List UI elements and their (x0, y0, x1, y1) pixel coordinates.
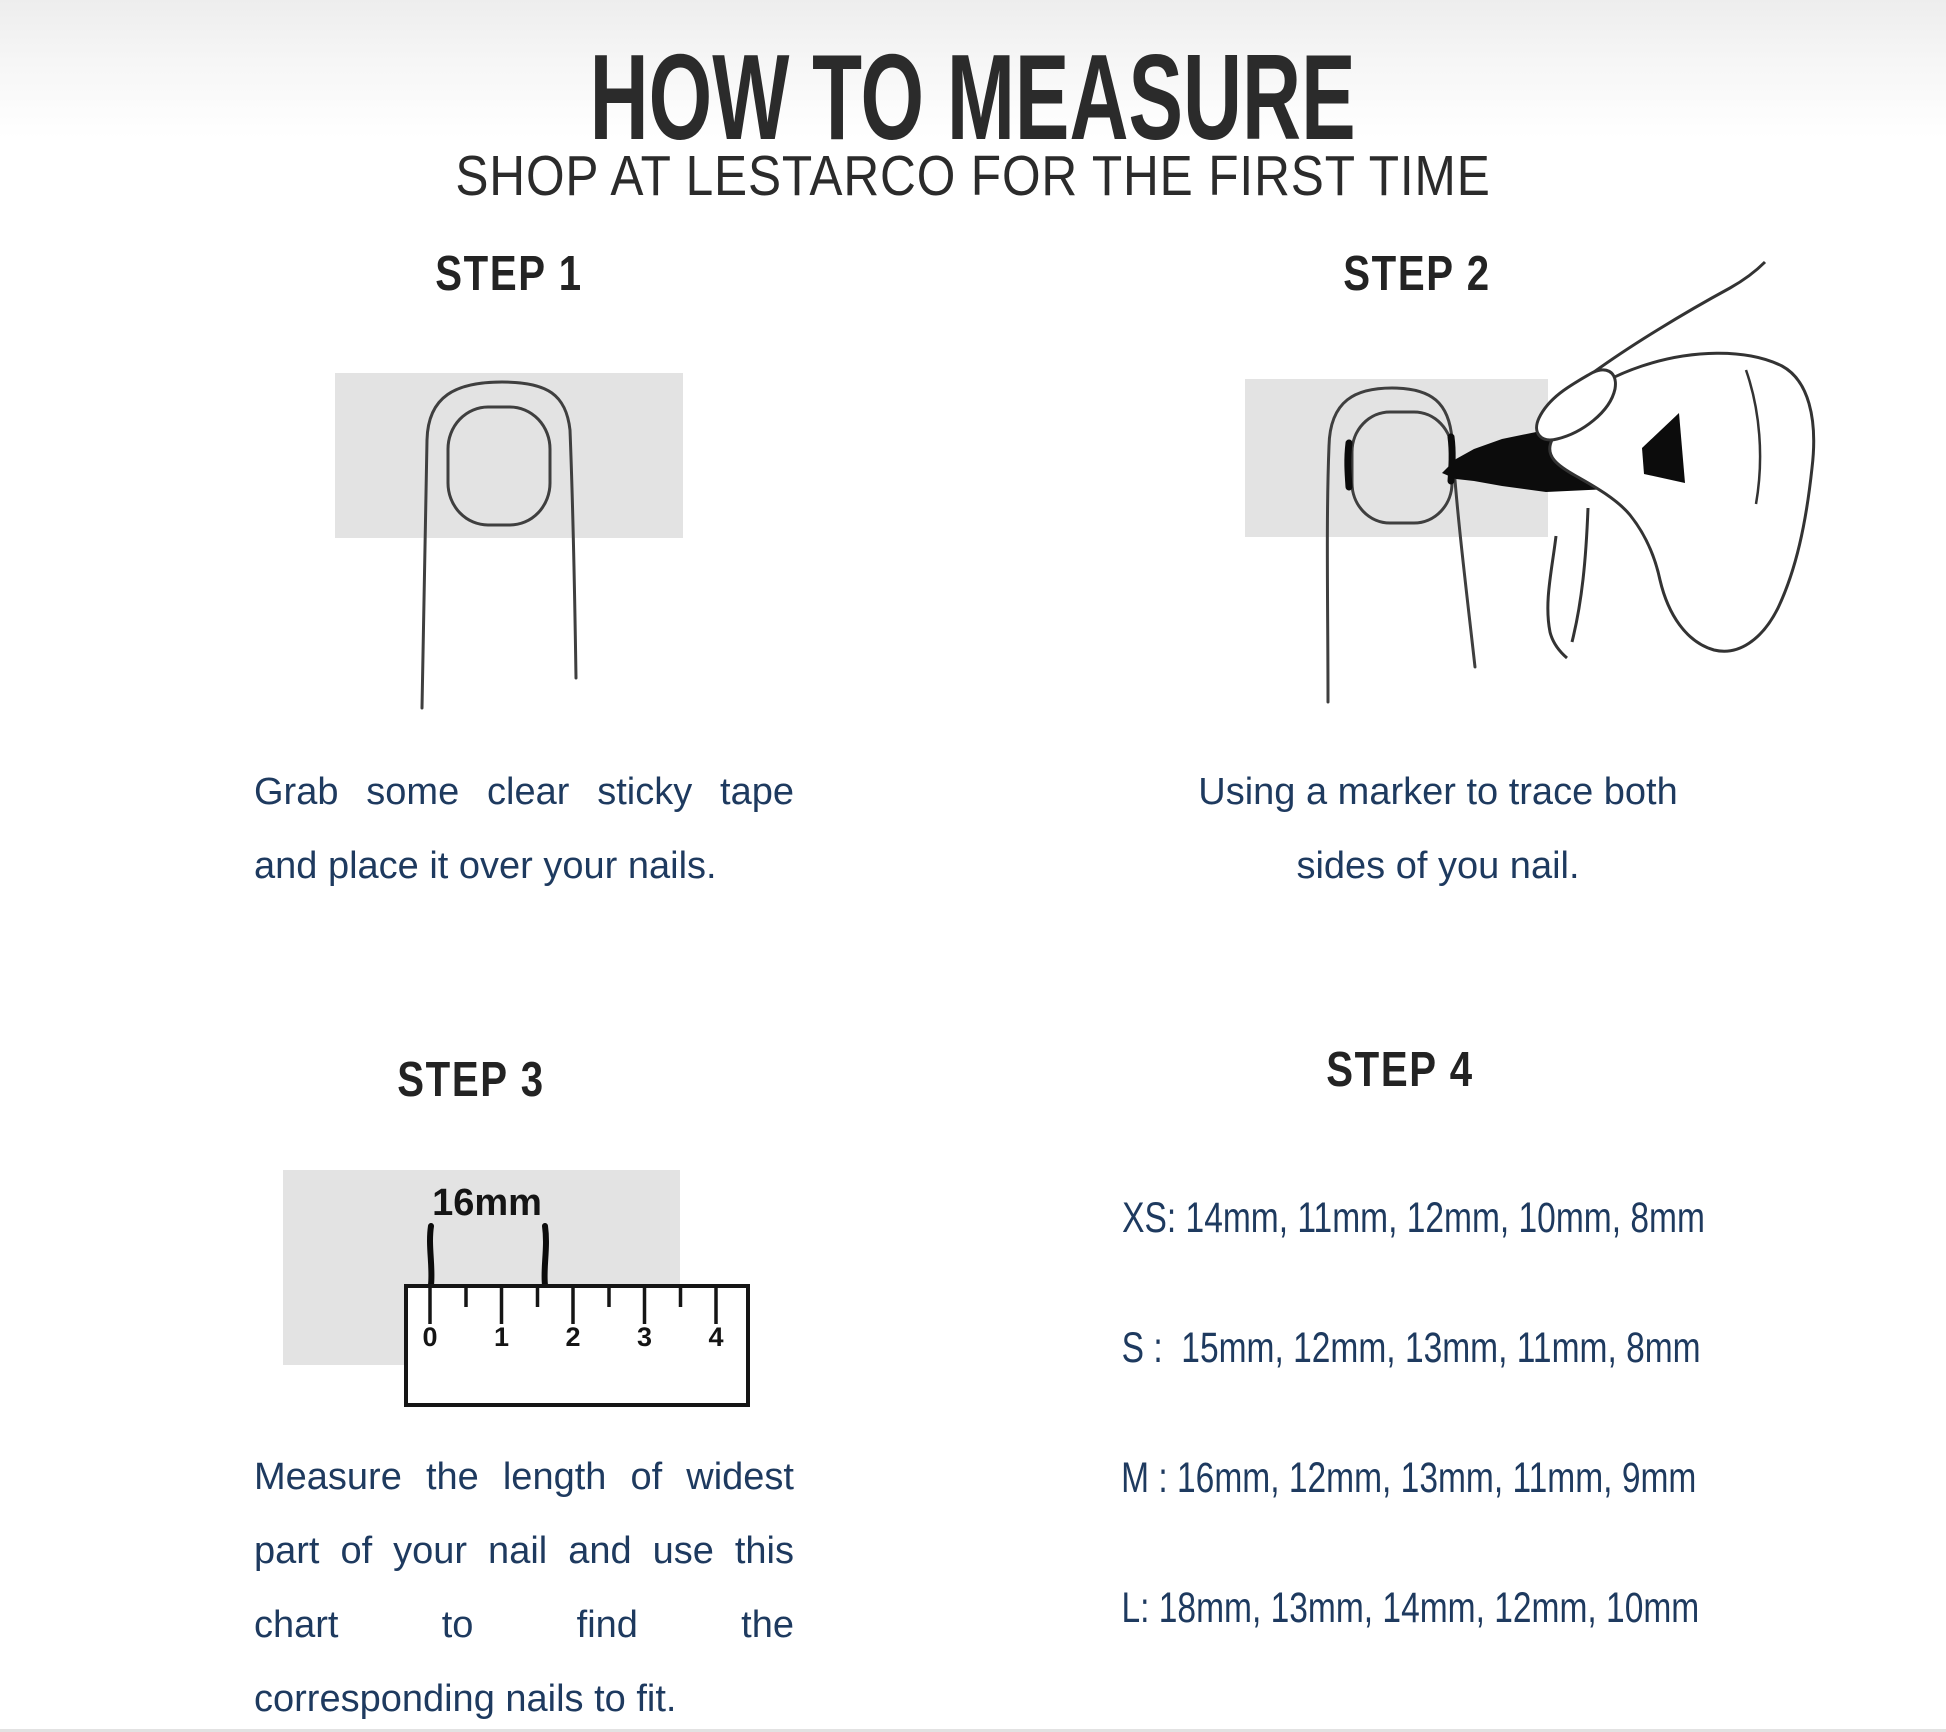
step4-heading (1150, 1043, 1650, 1097)
size-row-l (1040, 1582, 1740, 1712)
step3-caption (254, 1440, 794, 1732)
step4-heading-label: STEP 4 (1326, 1043, 1474, 1097)
step2-finger-marker-illustration (1190, 240, 1830, 800)
trace-mark-left (430, 1226, 431, 1285)
tick-label-2: 2 (565, 1322, 581, 1352)
caption-line: Using a marker to trace both (1198, 771, 1678, 813)
trace-mark-right (545, 1226, 546, 1285)
caption-line: corresponding nails to fit. (254, 1678, 677, 1720)
tick-label-4: 4 (708, 1322, 724, 1352)
tick-label-0: 0 (422, 1322, 438, 1352)
size-chart (1040, 1192, 1740, 1712)
size-row-text: M : 16mm, 12mm, 13mm, 11mm, 9mm (1121, 1454, 1697, 1502)
caption-line: sides of you nail. (1296, 845, 1580, 887)
tape-rect (335, 373, 683, 538)
step1-heading-label: STEP 1 (435, 247, 583, 301)
size-row-text: S : 15mm, 12mm, 13mm, 11mm, 8mm (1121, 1324, 1701, 1372)
page-title: HOW TO MEASURE (590, 29, 1356, 165)
caption-line: Measure the length of widest (254, 1456, 794, 1498)
size-row-xs (1040, 1192, 1740, 1322)
step3-heading (221, 1053, 721, 1107)
step2-caption (1188, 755, 1688, 903)
step3-ruler-illustration (270, 1160, 760, 1415)
caption-line: chart to find the (254, 1604, 794, 1646)
caption-line: Grab some clear sticky tape (254, 771, 794, 813)
size-row-text: XS: 14mm, 11mm, 12mm, 10mm, 8mm (1122, 1194, 1705, 1242)
step3-heading-label: STEP 3 (397, 1053, 545, 1107)
tick-label-3: 3 (636, 1322, 653, 1352)
caption-line: and place it over your nails. (254, 845, 717, 887)
tick-label-1: 1 (493, 1322, 510, 1352)
size-row-text: L: 18mm, 13mm, 14mm, 12mm, 10mm (1121, 1584, 1700, 1632)
wrist-line-right (1572, 508, 1588, 642)
wrist-line-left (1548, 536, 1567, 658)
nail-left-trace-mark (1348, 443, 1349, 487)
step2-heading-label: STEP 2 (1343, 247, 1491, 301)
step1-caption (254, 755, 794, 903)
page-subtitle: SHOP AT LESTARCO FOR THE FIRST TIME (455, 144, 1491, 208)
subtitle-row (0, 144, 1946, 208)
step1-finger-tape-illustration (320, 280, 720, 770)
caption-line: part of your nail and use this (254, 1530, 794, 1572)
measurement-label: 16mm (432, 1182, 542, 1224)
size-row-s (1040, 1322, 1740, 1452)
size-row-m (1040, 1452, 1740, 1582)
